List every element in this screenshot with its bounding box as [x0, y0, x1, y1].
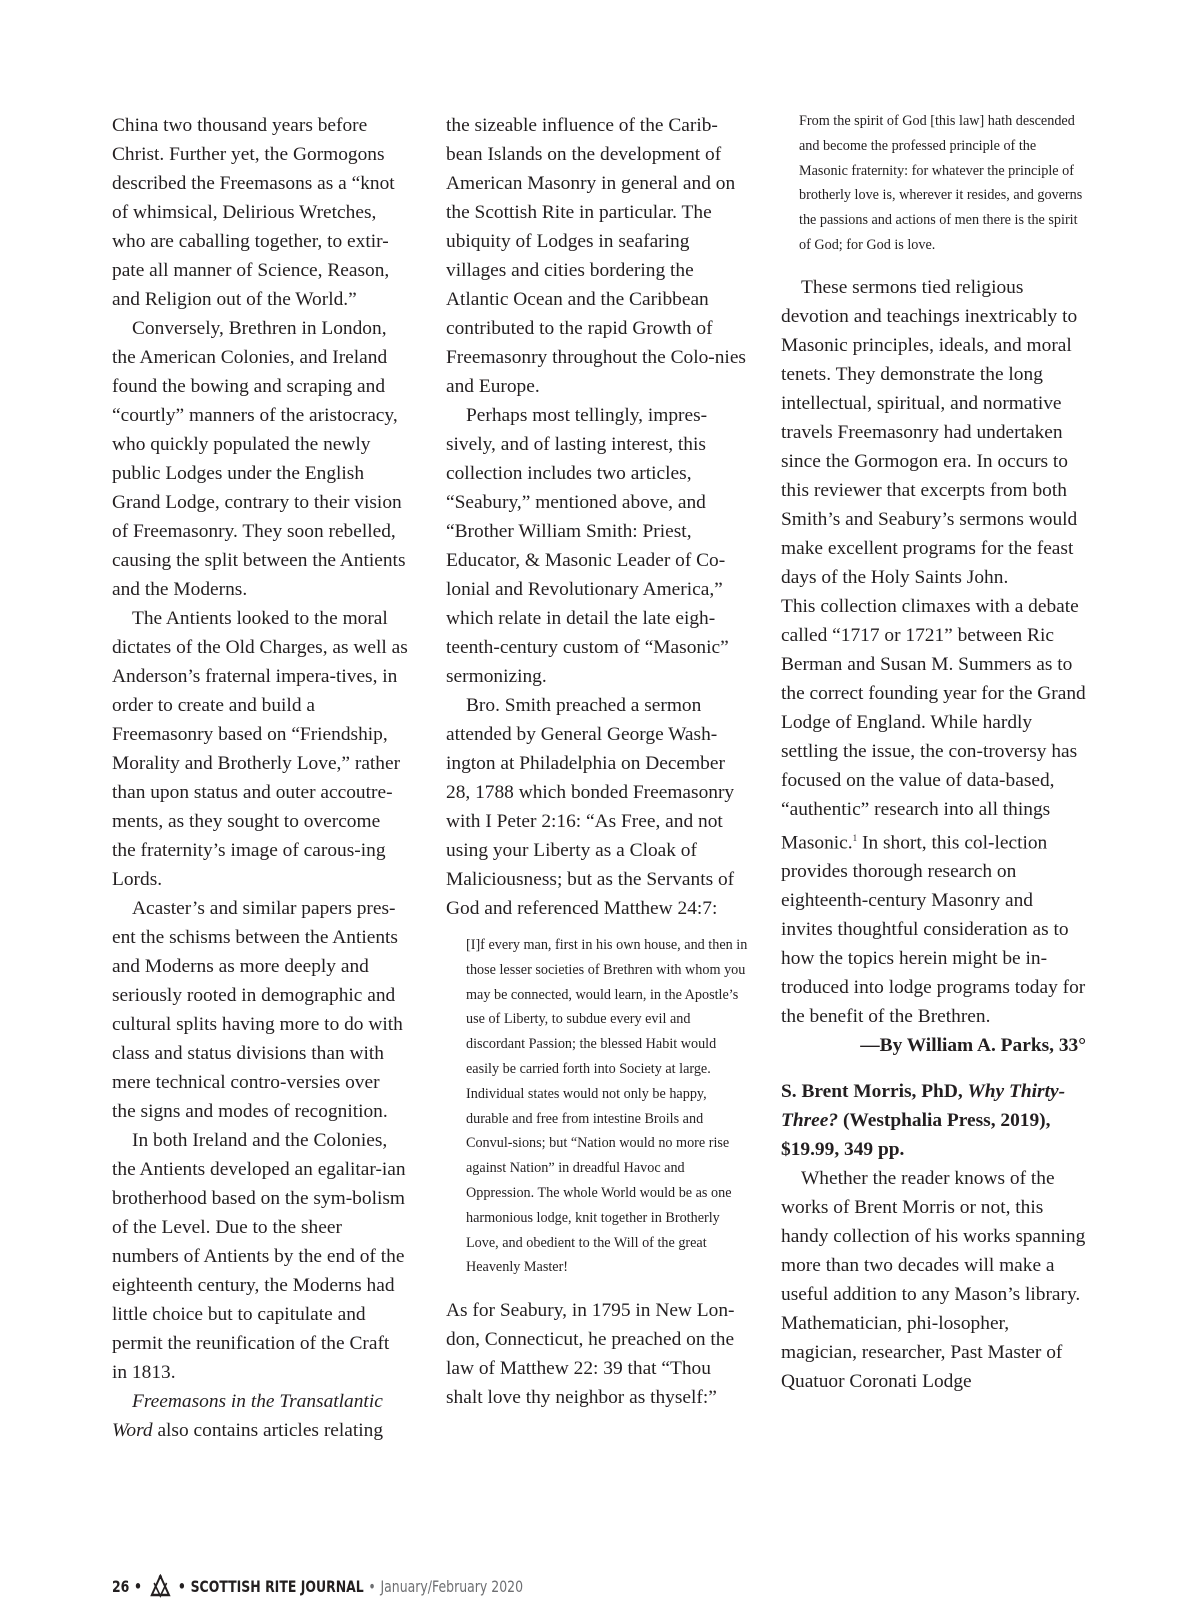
column-2	[446, 111, 749, 1412]
paragraph: Bro. Smith preached a sermon attended by General George Wash-ington at Philadelphia on December 28, 1788 which bonded Freemasonry with I Peter 2:16: “As Free, and not using your Liberty as a Cloak of Maliciousness; but as the Servants of God and referenced Matthew 24:7:	[446, 695, 735, 919]
paragraph	[112, 1387, 408, 1445]
column-3	[781, 111, 1086, 1396]
review-publication: (Westphalia Press, 2019), $19.99, 349 pp.	[781, 1110, 1051, 1161]
book-title: Freemasons in the Transatlantic Word	[112, 1391, 383, 1441]
paragraph: These sermons tied religious devotion and teachings inextricably to Masonic principles, ideals, and moral tenets. They demonstrate the long intellectual, spiritual, and normative travels Freemasonry had undertaken since the Gormogon era. In occurs to this reviewer that excerpts from both Smith’s and Seabury’s sermons would make excellent programs for the feast days of the Holy Saints John.	[781, 276, 1078, 588]
footnote-marker: 1	[852, 832, 858, 843]
paragraph-text: This collection climaxes with a debate called “1717 or 1721” between Ric Berman and Susan M. Summers as to the correct founding year for the Grand Lodge of England. While hardly settling the issue, the con-troversy has focused on the value of data-based, “authentic” research into all things Masonic.	[781, 595, 1086, 854]
paragraph: Conversely, Brethren in London, the American Colonies, and Ireland found the bowing and scraping and “courtly” manners of the aristocracy, who quickly populated the newly public Lodges under the English Grand Lodge, contrary to their vision of Freemasonry. They soon rebelled, causing the split between the Antients and the Moderns.	[112, 318, 406, 600]
paragraph: Whether the reader knows of the works of Brent Morris or not, this handy collection of his works spanning more than two decades will make a useful addition to any Mason’s library. Mathematician, phi-losopher, magician, researcher, Past Master of Quatuor Coronati Lodge	[781, 1168, 1086, 1393]
paragraph-text: also contains articles relating	[152, 1420, 384, 1441]
column-1	[112, 111, 408, 1445]
review-book-title: Why Thirty-Three?	[781, 1081, 1066, 1132]
bullet-separator: •	[134, 1576, 143, 1596]
byline: —By William A. Parks, 33°	[860, 1035, 1086, 1057]
issue-date: January/February 2020	[380, 1576, 524, 1596]
journal-name: SCOTTISH RITE JOURNAL	[190, 1576, 364, 1596]
paragraph: Perhaps most tellingly, impres-sively, and of lasting interest, this collection includes two articles, “Seabury,” mentioned above, and “Brother William Smith: Priest, Educator, & Masonic Leader of Co-lonial and Revolutionary America,” which relate in detail the late eigh-teenth-century custom of “Masonic” sermonizing.	[446, 405, 729, 687]
scottish-rite-logo-icon	[150, 1574, 170, 1598]
paragraph	[781, 592, 1086, 1031]
paragraph: The Antients looked to the moral dictates of the Old Charges, as well as Anderson’s fraternal impera-tives, in order to create and build a Freemasonry based on “Friendship, Morality and Brotherly Love,” rather than upon status and outer accoutre-ments, as they sought to overcome the fraternity’s image of carous-ing Lords.	[112, 608, 408, 890]
review-author: S. Brent Morris, PhD,	[781, 1081, 968, 1103]
paragraph: the sizeable influence of the Carib-bean Islands on the development of American Masonry in general and on the Scottish Rite in particular. The ubiquity of Lodges in seafaring villages and cities bordering the Atlantic Ocean and the Caribbean contributed to the rapid Growth of Freemasonry throughout the Colo-nies and Europe.	[446, 115, 746, 397]
page-number: 26	[112, 1576, 130, 1596]
paragraph: China two thousand years before Christ. Further yet, the Gormogons described the Freemasons as a “knot of whimsical, Delirious Wretches, who are caballing together, to extir-pate all manner of Science, Reason, and Religion out of the World.”	[112, 115, 395, 310]
block-quote: From the spirit of God [this law] hath descended and become the professed principle of the Masonic fraternity: for whatever the principle of brotherly love is, wherever it resides, and governs the passions and actions of men there is the spirit of God; for God is love.	[799, 113, 1083, 253]
paragraph: In both Ireland and the Colonies, the Antients developed an egalitar-ian brotherhood based on the sym-bolism of the Level. Due to the sheer numbers of Antients by the end of the eighteenth century, the Moderns had little choice but to capitulate and permit the reunification of the Craft in 1813.	[112, 1130, 406, 1383]
paragraph-text: In short, this col-lection provides thorough research on eighteenth-century Masonry and invites thoughtful consideration as to how the topics herein might be in-troduced into lodge programs today for the benefit of the Brethren.	[781, 832, 1086, 1028]
bullet-separator: •	[368, 1576, 376, 1596]
page-footer	[112, 1572, 523, 1600]
bullet-separator: •	[177, 1576, 186, 1596]
paragraph: Acaster’s and similar papers pres-ent the schisms between the Antients and Moderns as more deeply and seriously rooted in demographic and cultural splits having more to do with class and status divisions than with mere technical contro-versies over the signs and modes of recognition.	[112, 898, 403, 1122]
block-quote: [I]f every man, first in his own house, and then in those lesser societies of Brethren with whom you may be connected, would learn, in the Apostle’s use of Liberty, to subdue every evil and discordant Passion; the blessed Habit would easily be carried forth into Society at large. Individual states would not only be happy, durable and free from intestine Broils and Convul-sions; but “Nation would no more rise against Nation” in dreadful Havoc and Oppression. The whole World would be as one harmonious lodge, knit together in Brotherly Love, and obedient to the Will of the great Heavenly Master!	[466, 937, 748, 1276]
review-heading	[781, 1077, 1086, 1164]
paragraph: As for Seabury, in 1795 in New Lon-don, Connecticut, he preached on the law of Matthew 22: 39 that “Thou shalt love thy neighbor as thyself:”	[446, 1300, 735, 1409]
